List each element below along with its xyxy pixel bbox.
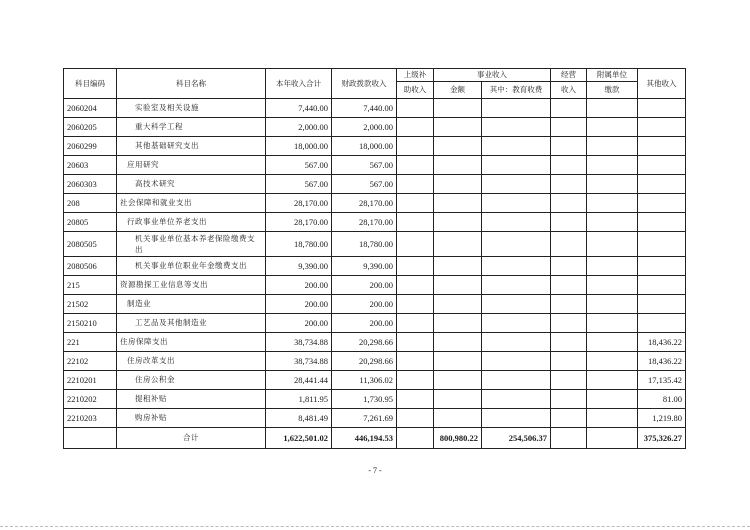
row-total-income: 567.00 [266, 175, 332, 194]
row-code: 22102 [64, 352, 117, 371]
income-table [63, 68, 686, 449]
row-business-amount [434, 213, 482, 232]
row-total-income: 28,170.00 [266, 213, 332, 232]
header-affiliated-line1: 附属单位 [587, 69, 638, 82]
row-code: 2210203 [64, 409, 117, 428]
row-affiliated [587, 118, 638, 137]
row-education-fee [482, 409, 551, 428]
row-superior-subsidy [397, 99, 434, 118]
row-name: 行政事业单位养老支出 [117, 213, 266, 232]
row-other-income [638, 257, 686, 276]
table-row [64, 156, 686, 175]
row-fiscal-allocation: 28,170.00 [332, 194, 397, 213]
row-affiliated [587, 232, 638, 257]
row-name: 实验室及相关设施 [117, 99, 266, 118]
header-affiliated-line2: 缴款 [587, 82, 638, 99]
row-operating [551, 232, 587, 257]
header-code: 科目编码 [64, 69, 117, 99]
row-education-fee [482, 156, 551, 175]
row-superior-subsidy [397, 352, 434, 371]
total-label: 合计 [117, 428, 266, 449]
row-business-amount [434, 409, 482, 428]
row-operating [551, 276, 587, 295]
row-business-amount [434, 156, 482, 175]
header-fiscal-allocation: 财政拨款收入 [332, 69, 397, 99]
row-fiscal-allocation: 200.00 [332, 295, 397, 314]
row-code: 2060204 [64, 99, 117, 118]
total-code-cell [64, 428, 117, 449]
row-affiliated [587, 295, 638, 314]
table-row [64, 390, 686, 409]
row-code: 2080506 [64, 257, 117, 276]
row-operating [551, 314, 587, 333]
row-operating [551, 352, 587, 371]
row-total-income: 38,734.88 [266, 352, 332, 371]
header-total-income: 本年收入合计 [266, 69, 332, 99]
row-operating [551, 257, 587, 276]
page-number: - 7 - [368, 466, 382, 475]
header-name: 科目名称 [117, 69, 266, 99]
row-business-amount [434, 295, 482, 314]
row-code: 215 [64, 276, 117, 295]
row-superior-subsidy [397, 409, 434, 428]
row-education-fee [482, 390, 551, 409]
row-total-income: 200.00 [266, 295, 332, 314]
row-name: 工艺品及其他制造业 [117, 314, 266, 333]
row-business-amount [434, 257, 482, 276]
row-other-income [638, 118, 686, 137]
row-total-income: 28,170.00 [266, 194, 332, 213]
row-operating [551, 409, 587, 428]
row-affiliated [587, 175, 638, 194]
row-name: 应用研究 [117, 156, 266, 175]
row-education-fee [482, 118, 551, 137]
row-business-amount [434, 371, 482, 390]
row-other-income [638, 156, 686, 175]
row-affiliated [587, 213, 638, 232]
table-row [64, 314, 686, 333]
row-business-amount [434, 333, 482, 352]
row-affiliated [587, 352, 638, 371]
table-row [64, 99, 686, 118]
row-other-income [638, 137, 686, 156]
row-fiscal-allocation: 18,000.00 [332, 137, 397, 156]
row-total-income: 8,481.49 [266, 409, 332, 428]
row-name: 机关事业单位基本养老保险缴费支出 [117, 232, 266, 257]
row-affiliated [587, 276, 638, 295]
row-other-income: 18,436.22 [638, 333, 686, 352]
row-total-income: 1,811.95 [266, 390, 332, 409]
row-total-income: 200.00 [266, 276, 332, 295]
row-affiliated [587, 333, 638, 352]
table-row [64, 371, 686, 390]
row-code: 208 [64, 194, 117, 213]
row-code: 2060299 [64, 137, 117, 156]
row-other-income: 18,436.22 [638, 352, 686, 371]
row-code: 20603 [64, 156, 117, 175]
table-row [64, 352, 686, 371]
row-business-amount [434, 118, 482, 137]
row-superior-subsidy [397, 295, 434, 314]
row-operating [551, 118, 587, 137]
row-fiscal-allocation: 2,000.00 [332, 118, 397, 137]
table-row [64, 276, 686, 295]
table-row [64, 232, 686, 257]
row-operating [551, 194, 587, 213]
header-business-income: 事业收入 [434, 69, 551, 82]
row-code: 2060303 [64, 175, 117, 194]
row-operating [551, 99, 587, 118]
row-total-income: 200.00 [266, 314, 332, 333]
row-education-fee [482, 232, 551, 257]
row-superior-subsidy [397, 213, 434, 232]
header-row-1 [64, 69, 686, 82]
row-superior-subsidy [397, 194, 434, 213]
row-education-fee [482, 257, 551, 276]
row-superior-subsidy [397, 156, 434, 175]
header-operating-line1: 经营 [551, 69, 587, 82]
table-body [64, 99, 686, 428]
row-total-income: 38,734.88 [266, 333, 332, 352]
row-business-amount [434, 352, 482, 371]
row-total-income: 2,000.00 [266, 118, 332, 137]
row-superior-subsidy [397, 333, 434, 352]
row-operating [551, 371, 587, 390]
row-total-income: 7,440.00 [266, 99, 332, 118]
row-name: 其他基础研究支出 [117, 137, 266, 156]
row-code: 2060205 [64, 118, 117, 137]
row-affiliated [587, 314, 638, 333]
row-name: 重大科学工程 [117, 118, 266, 137]
row-code: 2080505 [64, 232, 117, 257]
row-name: 制造业 [117, 295, 266, 314]
row-operating [551, 213, 587, 232]
row-name: 住房改革支出 [117, 352, 266, 371]
row-other-income [638, 232, 686, 257]
row-affiliated [587, 137, 638, 156]
total-affiliated-cell [587, 428, 638, 449]
row-superior-subsidy [397, 257, 434, 276]
row-affiliated [587, 156, 638, 175]
row-education-fee [482, 295, 551, 314]
row-business-amount [434, 276, 482, 295]
row-affiliated [587, 390, 638, 409]
row-fiscal-allocation: 567.00 [332, 175, 397, 194]
row-name: 高技术研究 [117, 175, 266, 194]
row-education-fee [482, 333, 551, 352]
row-superior-subsidy [397, 175, 434, 194]
header-business-amount: 金额 [434, 82, 482, 99]
row-other-income [638, 99, 686, 118]
row-education-fee [482, 276, 551, 295]
table-row [64, 137, 686, 156]
row-other-income: 1,219.80 [638, 409, 686, 428]
row-affiliated [587, 257, 638, 276]
row-affiliated [587, 194, 638, 213]
page-bottom-divider [0, 526, 750, 527]
row-business-amount [434, 314, 482, 333]
row-operating [551, 390, 587, 409]
row-fiscal-allocation: 1,730.95 [332, 390, 397, 409]
row-operating [551, 137, 587, 156]
total-income-value: 1,622,501.02 [266, 428, 332, 449]
table-row [64, 213, 686, 232]
row-operating [551, 156, 587, 175]
row-name: 住房保障支出 [117, 333, 266, 352]
row-business-amount [434, 137, 482, 156]
row-name: 购房补贴 [117, 409, 266, 428]
total-operating-cell [551, 428, 587, 449]
table-row [64, 175, 686, 194]
row-other-income: 17,135.42 [638, 371, 686, 390]
row-education-fee [482, 99, 551, 118]
row-fiscal-allocation: 9,390.00 [332, 257, 397, 276]
row-education-fee [482, 352, 551, 371]
row-total-income: 9,390.00 [266, 257, 332, 276]
total-education-fee-value: 254,506.37 [482, 428, 551, 449]
row-other-income [638, 314, 686, 333]
row-business-amount [434, 390, 482, 409]
header-superior-subsidy-line1: 上级补 [397, 69, 434, 82]
row-fiscal-allocation: 567.00 [332, 156, 397, 175]
row-total-income: 18,780.00 [266, 232, 332, 257]
row-affiliated [587, 99, 638, 118]
row-education-fee [482, 137, 551, 156]
row-business-amount [434, 99, 482, 118]
row-superior-subsidy [397, 118, 434, 137]
row-affiliated [587, 371, 638, 390]
total-row [64, 428, 686, 449]
header-operating-line2: 收入 [551, 82, 587, 99]
row-name: 资源勘探工业信息等支出 [117, 276, 266, 295]
table-row [64, 194, 686, 213]
row-fiscal-allocation: 200.00 [332, 276, 397, 295]
row-superior-subsidy [397, 137, 434, 156]
row-other-income [638, 194, 686, 213]
row-other-income [638, 295, 686, 314]
row-superior-subsidy [397, 371, 434, 390]
row-code: 2210201 [64, 371, 117, 390]
row-name: 机关事业单位职业年金缴费支出 [117, 257, 266, 276]
row-fiscal-allocation: 7,261.69 [332, 409, 397, 428]
table-row [64, 295, 686, 314]
table-row [64, 409, 686, 428]
row-code: 20805 [64, 213, 117, 232]
row-education-fee [482, 213, 551, 232]
table-row [64, 333, 686, 352]
row-total-income: 18,000.00 [266, 137, 332, 156]
row-superior-subsidy [397, 232, 434, 257]
table-row [64, 118, 686, 137]
row-fiscal-allocation: 20,298.66 [332, 352, 397, 371]
row-education-fee [482, 194, 551, 213]
row-business-amount [434, 194, 482, 213]
row-code: 221 [64, 333, 117, 352]
row-code: 21502 [64, 295, 117, 314]
row-education-fee [482, 314, 551, 333]
row-fiscal-allocation: 7,440.00 [332, 99, 397, 118]
row-fiscal-allocation: 20,298.66 [332, 333, 397, 352]
row-operating [551, 295, 587, 314]
row-education-fee [482, 371, 551, 390]
row-other-income: 81.00 [638, 390, 686, 409]
row-name: 提租补贴 [117, 390, 266, 409]
row-fiscal-allocation: 18,780.00 [332, 232, 397, 257]
row-operating [551, 333, 587, 352]
row-business-amount [434, 232, 482, 257]
row-name: 社会保障和就业支出 [117, 194, 266, 213]
row-total-income: 28,441.44 [266, 371, 332, 390]
row-code: 2210202 [64, 390, 117, 409]
row-fiscal-allocation: 11,306.02 [332, 371, 397, 390]
header-education-fee: 其中：教育收费 [482, 82, 551, 99]
row-fiscal-allocation: 200.00 [332, 314, 397, 333]
header-other-income: 其他收入 [638, 69, 686, 99]
row-superior-subsidy [397, 390, 434, 409]
row-other-income [638, 276, 686, 295]
row-fiscal-allocation: 28,170.00 [332, 213, 397, 232]
row-other-income [638, 213, 686, 232]
row-education-fee [482, 175, 551, 194]
row-other-income [638, 175, 686, 194]
row-operating [551, 175, 587, 194]
row-business-amount [434, 175, 482, 194]
row-code: 2150210 [64, 314, 117, 333]
row-affiliated [587, 409, 638, 428]
row-total-income: 567.00 [266, 156, 332, 175]
total-superior-subsidy-cell [397, 428, 434, 449]
row-superior-subsidy [397, 314, 434, 333]
row-name: 住房公积金 [117, 371, 266, 390]
row-superior-subsidy [397, 276, 434, 295]
total-other-value: 375,326.27 [638, 428, 686, 449]
table-row [64, 257, 686, 276]
header-superior-subsidy-line2: 助收入 [397, 82, 434, 99]
total-fiscal-value: 446,194.53 [332, 428, 397, 449]
total-business-amount-value: 800,980.22 [434, 428, 482, 449]
